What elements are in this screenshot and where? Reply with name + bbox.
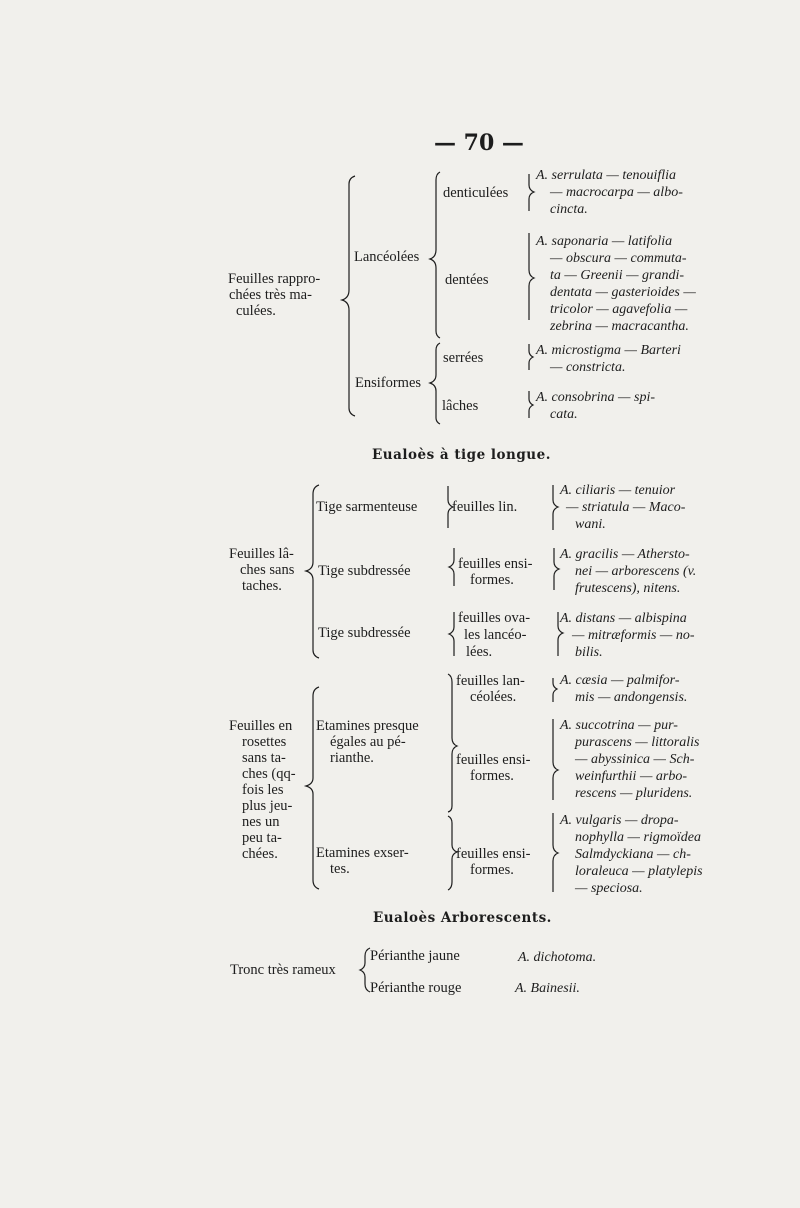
label-feuilles-ensiformes-3b-line1: feuilles ensi- <box>456 846 531 862</box>
label-feuilles-lanceolees-line1: feuilles lan- <box>456 673 525 689</box>
species-ensiformes3b-line5: — speciosa. <box>575 881 643 896</box>
brace-dentees-right <box>529 233 534 320</box>
species-ovales-line3: bilis. <box>575 645 603 660</box>
label-feuilles-ensiformes-3a-line2: formes. <box>470 768 514 784</box>
label-tige-sarmenteuse: Tige sarmenteuse <box>316 499 418 515</box>
brace-ensi3b-right <box>553 813 558 892</box>
species-dentees-line4: dentata — gasterioides — <box>550 285 696 300</box>
species-denticulees-line3: cincta. <box>550 202 588 217</box>
species-ensiformes-line1: A. gracilis — Athersto- <box>560 547 690 562</box>
species-ovales-line1: A. distans — albispina <box>560 611 687 626</box>
key-tronc-tres-rameux: Tronc très rameux <box>230 962 336 978</box>
key-feuilles-rosettes-line9: chées. <box>242 846 278 862</box>
species-denticulees-line2: — macrocarpa — albo- <box>550 185 683 200</box>
brace-etamines-presque <box>448 674 457 812</box>
key-feuilles-rosettes-line2: rosettes <box>242 734 287 750</box>
label-etamines-exsertes-line1: Etamines exser- <box>316 845 409 861</box>
heading-eualoes-arborescents: Eualoès Arborescents. <box>373 910 552 926</box>
species-ensiformes3b-line2: nophylla — rigmoïdea <box>575 830 701 845</box>
key-feuilles-rosettes-line7: nes un <box>242 814 280 830</box>
heading-eualoes-tige-longue: Eualoès à tige longue. <box>372 447 551 463</box>
species-lin-line3: wani. <box>575 517 606 532</box>
species-dentees-line5: tricolor — agavefolia — <box>550 302 688 317</box>
key-feuilles-rosettes-line8: peu ta- <box>242 830 282 846</box>
species-denticulees-line1: A. serrulata — tenouiflia <box>536 168 676 183</box>
key-feuilles-laches-line1: Feuilles lâ- <box>229 546 294 562</box>
species-ensiformes3a-line5: rescens — pluridens. <box>575 786 693 801</box>
key-feuilles-rosettes-line4: ches (qq- <box>242 766 296 782</box>
species-ensiformes3b-line4: loraleuca — platylepis <box>575 864 703 879</box>
brace-tronc-rameux <box>360 948 370 992</box>
species-perianthe-rouge: A. Bainesii. <box>515 981 580 996</box>
species-ensiformes3a-line3: — abyssinica — Sch- <box>575 752 695 767</box>
brace-lanceolees <box>430 172 440 338</box>
page-number: — 70 — <box>434 130 524 156</box>
label-feuilles-ovales-line3: lées. <box>466 644 493 660</box>
label-etamines-exsertes-line2: tes. <box>330 861 350 877</box>
species-dentees-line3: ta — Greenii — grandi- <box>550 268 685 283</box>
species-ovales-line2: — mitræformis — no- <box>572 628 695 643</box>
species-laches-line2: cata. <box>550 407 578 422</box>
label-dentees: dentées <box>445 272 489 288</box>
species-dentees-line2: — obscura — commuta- <box>550 251 687 266</box>
label-feuilles-ovales-line2: les lancéo- <box>464 627 527 643</box>
label-tige-subdressee-2: Tige subdressée <box>318 625 411 641</box>
species-lin-line2: — striatula — Maco- <box>566 500 686 515</box>
key-feuilles-rosettes-line5: fois les <box>242 782 284 798</box>
species-lin-line1: A. ciliaris — tenuior <box>560 483 676 498</box>
label-feuilles-ensiformes-line1: feuilles ensi- <box>458 556 533 572</box>
species-ensiformes-line2: nei — arborescens (v. <box>575 564 697 579</box>
brace-denticulees-right <box>529 174 534 211</box>
label-feuilles-lanceolees-line2: céolées. <box>470 689 517 705</box>
label-feuilles-ensiformes-3a-line1: feuilles ensi- <box>456 752 531 768</box>
species-ensiformes3a-line4: weinfurthii — arbo- <box>575 769 688 784</box>
species-perianthe-jaune: A. dichotoma. <box>518 950 597 965</box>
label-etamines-presque-line2: égales au pé- <box>330 734 406 750</box>
key-feuilles-laches-line2: ches sans <box>240 562 295 578</box>
brace-serrees-right <box>529 344 533 370</box>
brace-subdressee1-left <box>449 548 454 586</box>
species-lanceolees3-line2: mis — andongensis. <box>575 690 688 705</box>
key-feuilles-rosettes-line1: Feuilles en <box>229 718 293 734</box>
brace-ensiformes <box>430 343 440 424</box>
brace-ensi3a-right <box>553 719 558 800</box>
brace-subdressee2-left <box>449 612 454 656</box>
label-perianthe-rouge: Périanthe rouge <box>370 980 462 996</box>
label-tige-subdressee-1: Tige subdressée <box>318 563 411 579</box>
species-ensiformes-line3: frutescens), nitens. <box>575 581 681 596</box>
label-lanceolees: Lancéolées <box>354 249 420 265</box>
species-laches-line1: A. consobrina — spi- <box>536 390 655 405</box>
label-feuilles-lin: feuilles lin. <box>452 499 518 515</box>
species-lanceolees3-line1: A. cæsia — palmifor- <box>560 673 680 688</box>
label-etamines-presque-line3: rianthe. <box>330 750 374 766</box>
species-dentees-line6: zebrina — macracantha. <box>550 319 689 334</box>
species-ensiformes3b-line1: A. vulgaris — dropa- <box>560 813 679 828</box>
label-serrees: serrées <box>443 350 484 366</box>
key-feuilles-rosettes-line3: sans ta- <box>242 750 286 766</box>
label-ensiformes: Ensiformes <box>355 375 422 391</box>
brace-lanceolees3-right <box>553 678 557 702</box>
brace-ensi1-right <box>554 548 559 590</box>
brace-lin-right <box>553 485 558 530</box>
species-dentees-line1: A. saponaria — latifolia <box>536 234 673 249</box>
key-feuilles-rapprochees-line3: culées. <box>236 303 276 319</box>
brace-laches-right <box>529 391 533 418</box>
label-feuilles-ensiformes-line2: formes. <box>470 572 514 588</box>
species-serrees-line2: — constricta. <box>550 360 626 375</box>
species-ensiformes3b-line3: Salmdyckiana — ch- <box>575 847 691 862</box>
key-feuilles-rapprochees-line2: chées très ma- <box>229 287 312 303</box>
label-perianthe-jaune: Périanthe jaune <box>370 948 460 964</box>
species-ensiformes3a-line2: purascens — littoralis <box>575 735 700 750</box>
label-feuilles-ensiformes-3b-line2: formes. <box>470 862 514 878</box>
label-denticulees: denticulées <box>443 185 509 201</box>
brace-feuilles-rapprochees <box>342 176 355 416</box>
key-feuilles-laches-line3: taches. <box>242 578 282 594</box>
species-serrees-line1: A. microstigma — Barteri <box>536 343 681 358</box>
label-etamines-presque-line1: Etamines presque <box>316 718 419 734</box>
key-feuilles-rosettes-line6: plus jeu- <box>242 798 293 814</box>
label-feuilles-ovales-line1: feuilles ova- <box>458 610 531 626</box>
species-ensiformes3a-line1: A. succotrina — pur- <box>560 718 678 733</box>
key-feuilles-rapprochees-line1: Feuilles rappro- <box>228 271 321 287</box>
label-laches: lâches <box>442 398 479 414</box>
